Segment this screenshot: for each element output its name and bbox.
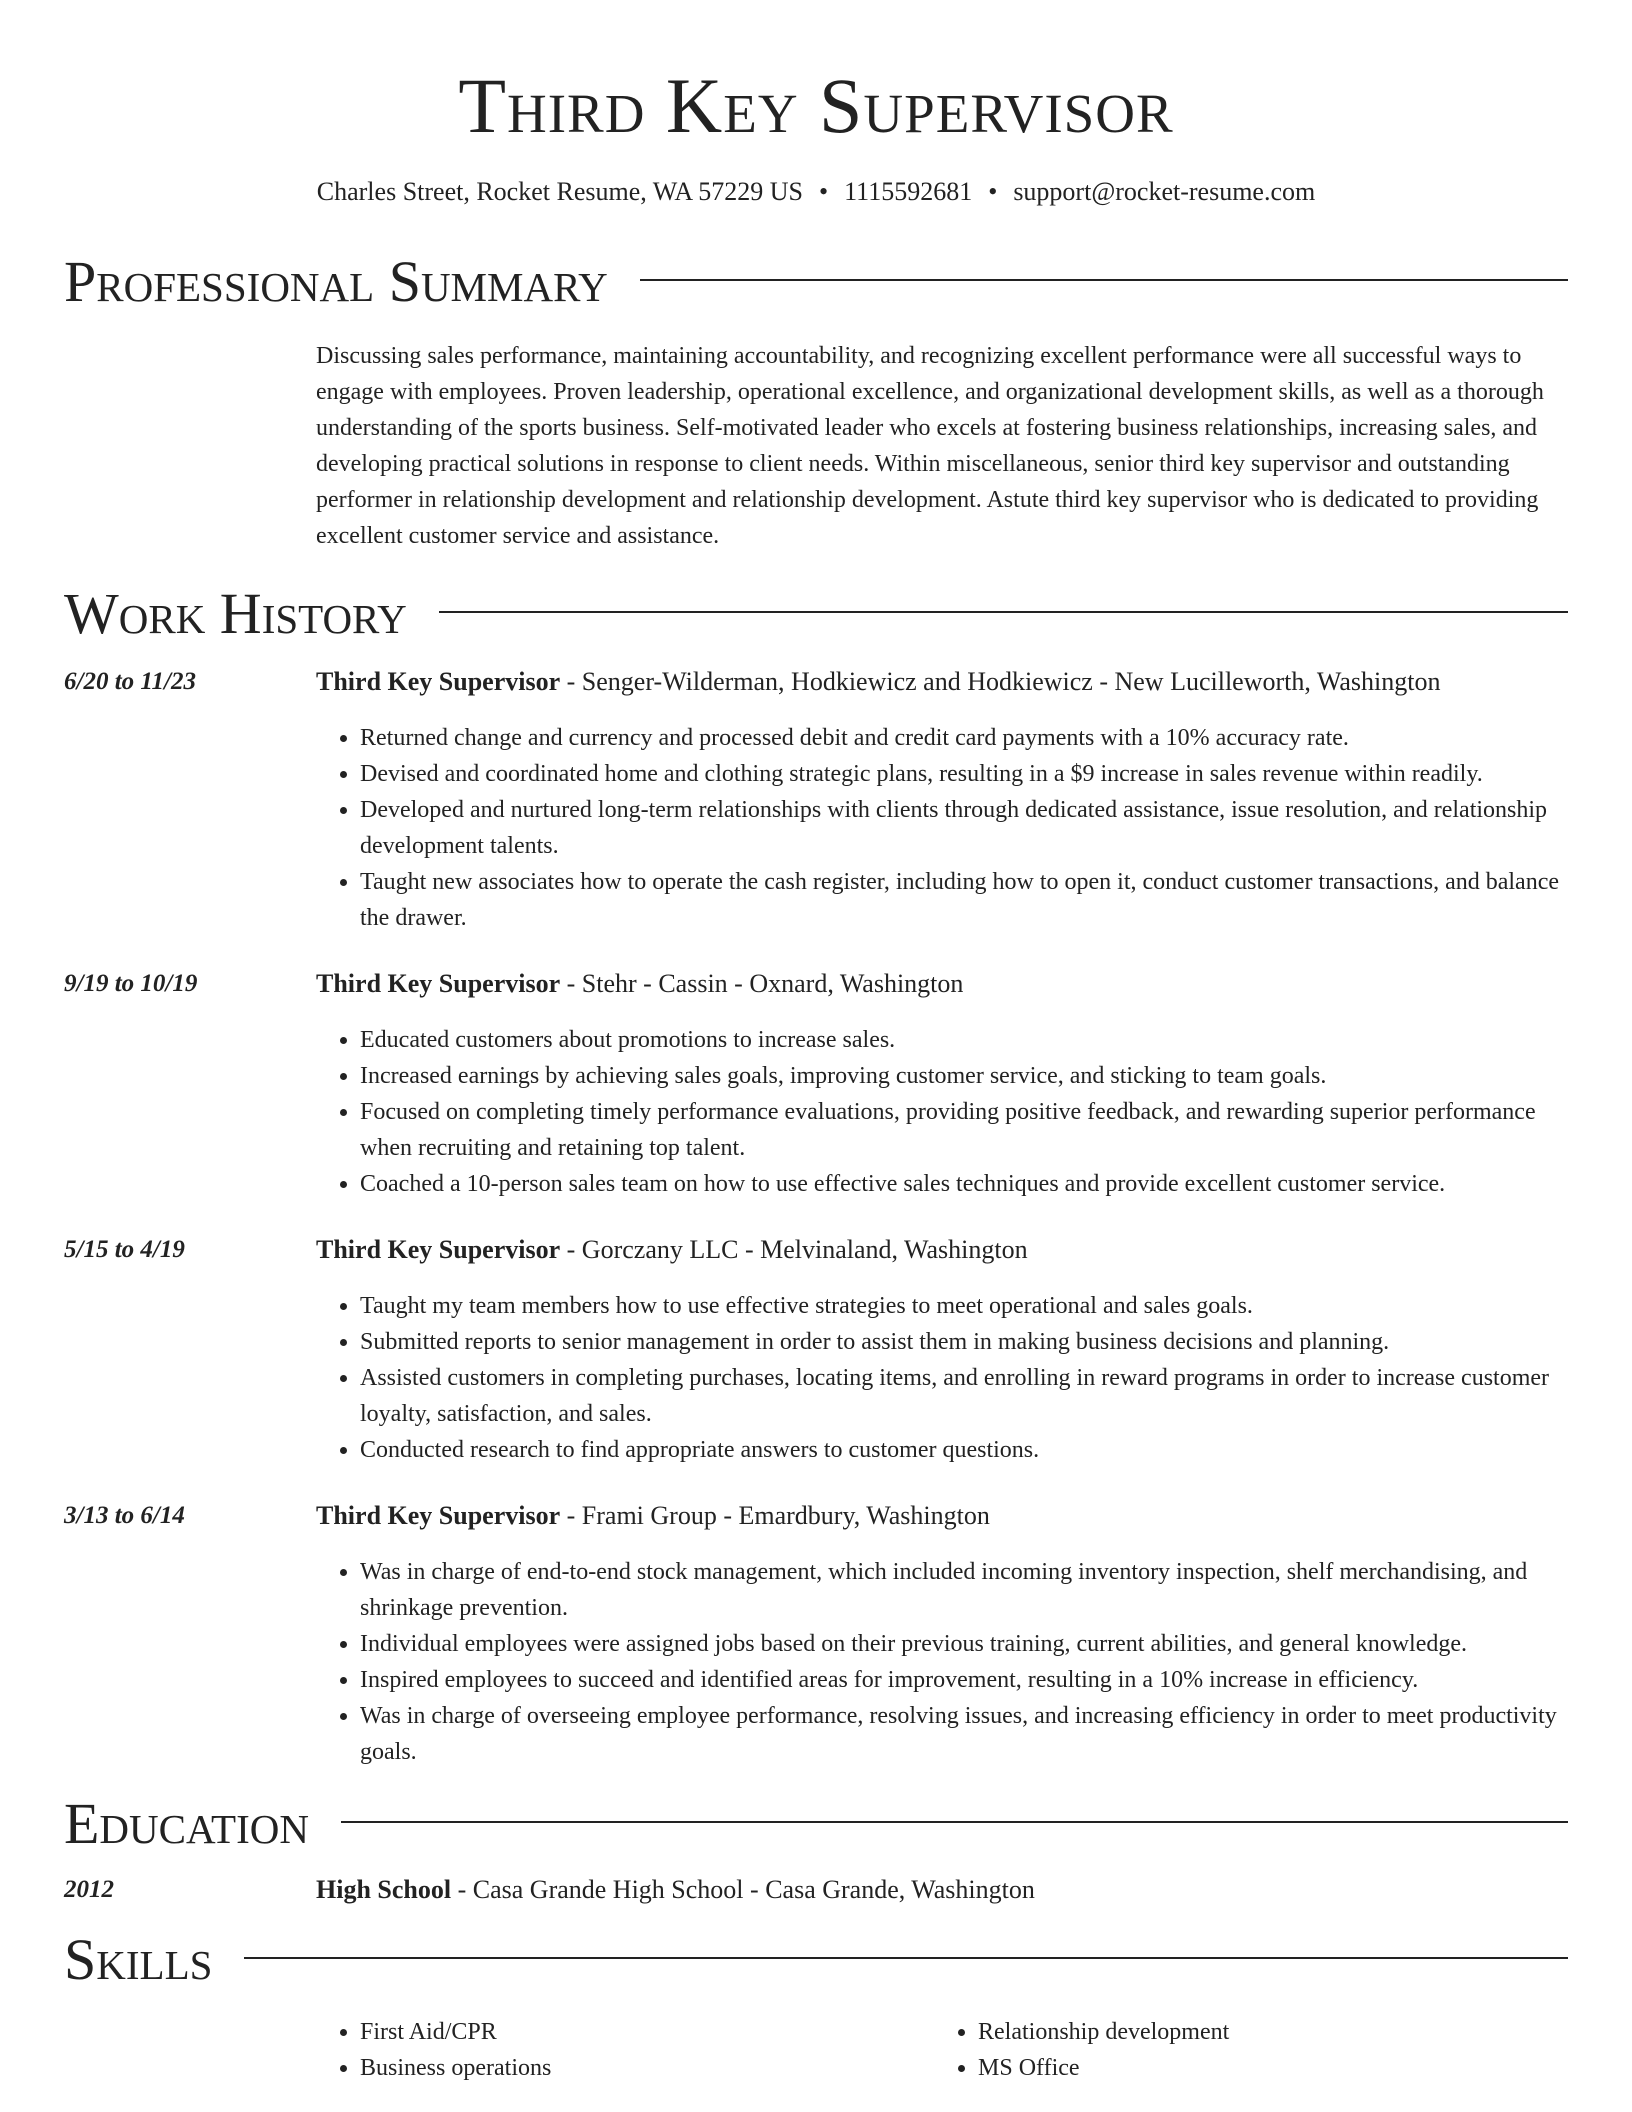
candidate-name: Third Key Supervisor (458, 62, 1174, 149)
job-bullet: • Taught my team members how to use effective strategies to meet operational and sales goals. (360, 1288, 1568, 1324)
job-dates: 6/20 to 11/23 (64, 668, 196, 695)
job-details: - Stehr - Cassin - Oxnard, Washington (560, 969, 964, 998)
job-bullet: • Conducted research to find appropriate answers to customer questions. (360, 1432, 1568, 1468)
job-bullet: • Focused on completing timely performance evaluations, providing positive feedback, and rewarding superior performance when recruiting and retaining top talent. (360, 1094, 1568, 1166)
summary-section-header (64, 250, 1568, 314)
job-bullets (316, 1022, 1568, 1202)
job-bullets (316, 1288, 1568, 1468)
job-dates: 3/13 to 6/14 (64, 1502, 185, 1529)
education-section-header (64, 1792, 1568, 1856)
education-entry (64, 1874, 1568, 1906)
job-bullet: • Developed and nurtured long-term relationships with clients through dedicated assistance, issue resolution, and relationship development talents. (360, 792, 1568, 864)
skill-item: • MS Office (978, 2050, 1552, 2086)
summary-text: Discussing sales performance, maintaining accountability, and recognizing excellent performance were all successful ways to engage with employees. Proven leadership, operational excellence, and organizational development skills, as well as a thorough understanding of the sports business. Self-motivated leader who excels at fostering business relationships, increasing sales, and developing practical solutions in response to client needs. Within miscellaneous, senior third key supervisor and outstanding performer in relationship development and relationship development. Astute third key supervisor who is dedicated to providing excellent customer service and assistance. (316, 343, 1544, 549)
contact-separator: • (819, 177, 829, 206)
skills-column-right (934, 2014, 1552, 2086)
job-title-line (316, 968, 1568, 1000)
education-degree: High School (316, 1875, 452, 1904)
email: support@rocket-resume.com (1013, 177, 1316, 206)
job-bullet: • Inspired employees to succeed and identified areas for improvement, resulting in a 10% increase in efficiency. (360, 1662, 1568, 1698)
job-title: Third Key Supervisor (316, 1501, 561, 1530)
job-bullet: • Individual employees were assigned jobs based on their previous training, current abilities, and general knowledge. (360, 1626, 1568, 1662)
job-title-line (316, 1500, 1568, 1532)
job-dates: 9/19 to 10/19 (64, 970, 198, 997)
section-divider (640, 279, 1568, 281)
education-heading: Education (64, 1791, 309, 1856)
education-year: 2012 (64, 1876, 114, 1903)
contact-line (0, 176, 1632, 208)
skills-heading: Skills (64, 1927, 213, 1992)
skills-column-left (316, 2014, 934, 2086)
section-divider (244, 1957, 1568, 1959)
job-bullet: • Increased earnings by achieving sales goals, improving customer service, and sticking to team goals. (360, 1058, 1568, 1094)
job-title: Third Key Supervisor (316, 1235, 561, 1264)
job-bullet: • Submitted reports to senior management in order to assist them in making business decisions and planning. (360, 1324, 1568, 1360)
phone: 1115592681 (844, 177, 973, 206)
job-title-line (316, 1234, 1568, 1266)
job-bullet: • Devised and coordinated home and clothing strategic plans, resulting in a $9 increase in sales revenue within readily. (360, 756, 1568, 792)
job-bullets (316, 720, 1568, 936)
job-details: - Senger-Wilderman, Hodkiewicz and Hodkiewicz - New Lucilleworth, Washington (560, 667, 1441, 696)
job-dates: 5/15 to 4/19 (64, 1236, 185, 1263)
job-bullet: • Educated customers about promotions to increase sales. (360, 1022, 1568, 1058)
skill-item: • Business operations (360, 2050, 934, 2086)
education-details: - Casa Grande High School - Casa Grande, Washington (451, 1875, 1035, 1904)
job-title-line (316, 666, 1568, 698)
work-section-header (64, 582, 1568, 646)
job-entry (64, 666, 1568, 936)
address: Charles Street, Rocket Resume, WA 57229 US (316, 177, 804, 206)
summary-heading: Professional Summary (64, 249, 608, 314)
section-divider (341, 1821, 1568, 1823)
skill-item: • Relationship development (978, 2014, 1552, 2050)
section-divider (439, 611, 1568, 613)
job-bullet: • Assisted customers in completing purchases, locating items, and enrolling in reward programs in order to increase customer loyalty, satisfaction, and sales. (360, 1360, 1568, 1432)
skill-item: • First Aid/CPR (360, 2014, 934, 2050)
job-details: - Gorczany LLC - Melvinaland, Washington (560, 1235, 1028, 1264)
job-bullet: • Returned change and currency and processed debit and credit card payments with a 10% accuracy rate. (360, 720, 1568, 756)
job-entry (64, 968, 1568, 1202)
job-bullet: • Taught new associates how to operate the cash register, including how to open it, conduct customer transactions, and balance the drawer. (360, 864, 1568, 936)
job-details: - Frami Group - Emardbury, Washington (560, 1501, 990, 1530)
skills-list (316, 2014, 1568, 2086)
job-bullet: • Coached a 10-person sales team on how to use effective sales techniques and provide excellent customer service. (360, 1166, 1568, 1202)
job-entry (64, 1500, 1568, 1770)
job-title: Third Key Supervisor (316, 667, 561, 696)
job-bullet: • Was in charge of overseeing employee performance, resolving issues, and increasing efficiency in order to meet productivity goals. (360, 1698, 1568, 1770)
contact-separator: • (988, 177, 998, 206)
skills-section-header (64, 1928, 1568, 1992)
job-entry (64, 1234, 1568, 1468)
work-heading: Work History (64, 581, 407, 646)
job-bullet: • Was in charge of end-to-end stock management, which included incoming inventory inspection, shelf merchandising, and shrinkage prevention. (360, 1554, 1568, 1626)
job-title: Third Key Supervisor (316, 969, 561, 998)
job-bullets (316, 1554, 1568, 1770)
education-title-line (316, 1874, 1568, 1906)
